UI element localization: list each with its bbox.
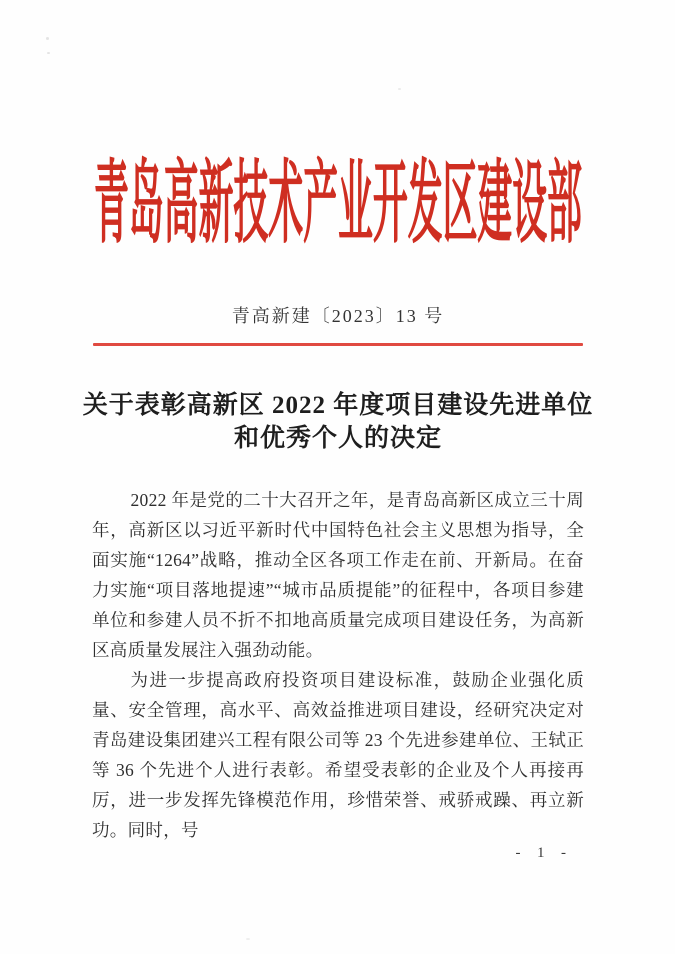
page-number: - 1 - [515, 845, 569, 861]
document-number: 青高新建〔2023〕13 号 [231, 306, 445, 326]
scan-speck [246, 938, 250, 940]
body-paragraph-1: 2022 年是党的二十大召开之年，是青岛高新区成立三十周年，高新区以习近平新时代中国特色社会主义思想为指导，全面实施“1264”战略，推动全区各项工作走在前、开新局。在奋力实施“项目落地提速”“城市品质提能”的征程中，各项目参建单位和参建人员不折不扣地高质量完成项目建设任务，为高新区高质量发展注入强劲动能。 [92, 490, 584, 660]
red-divider-line [93, 343, 583, 346]
document-title [80, 389, 596, 455]
scan-speck [47, 52, 50, 54]
red-letterhead [92, 150, 584, 255]
scan-speck [398, 88, 401, 90]
issuing-authority-title: 青岛高新技术产业开发区建设部 [93, 154, 582, 255]
document-title-line1: 关于表彰高新区 2022 年度项目建设先进单位 [82, 392, 594, 419]
document-title-line2: 和优秀个人的决定 [233, 425, 442, 452]
document-body [92, 485, 584, 845]
body-paragraph-2: 为进一步提高政府投资项目建设标准，鼓励企业强化质量、安全管理，高水平、高效益推进项目建设，经研究决定对青岛建设集团建兴工程有限公司等 23 个先进参建单位、王轼正等 36 个先进个人进行表彰。希望受表彰的企业及个人再接再厉，进一步发挥先锋模范作用，珍惜荣誉、戒骄戒躁、再立新功。同时，号 [92, 670, 584, 840]
scan-speck [46, 37, 49, 40]
